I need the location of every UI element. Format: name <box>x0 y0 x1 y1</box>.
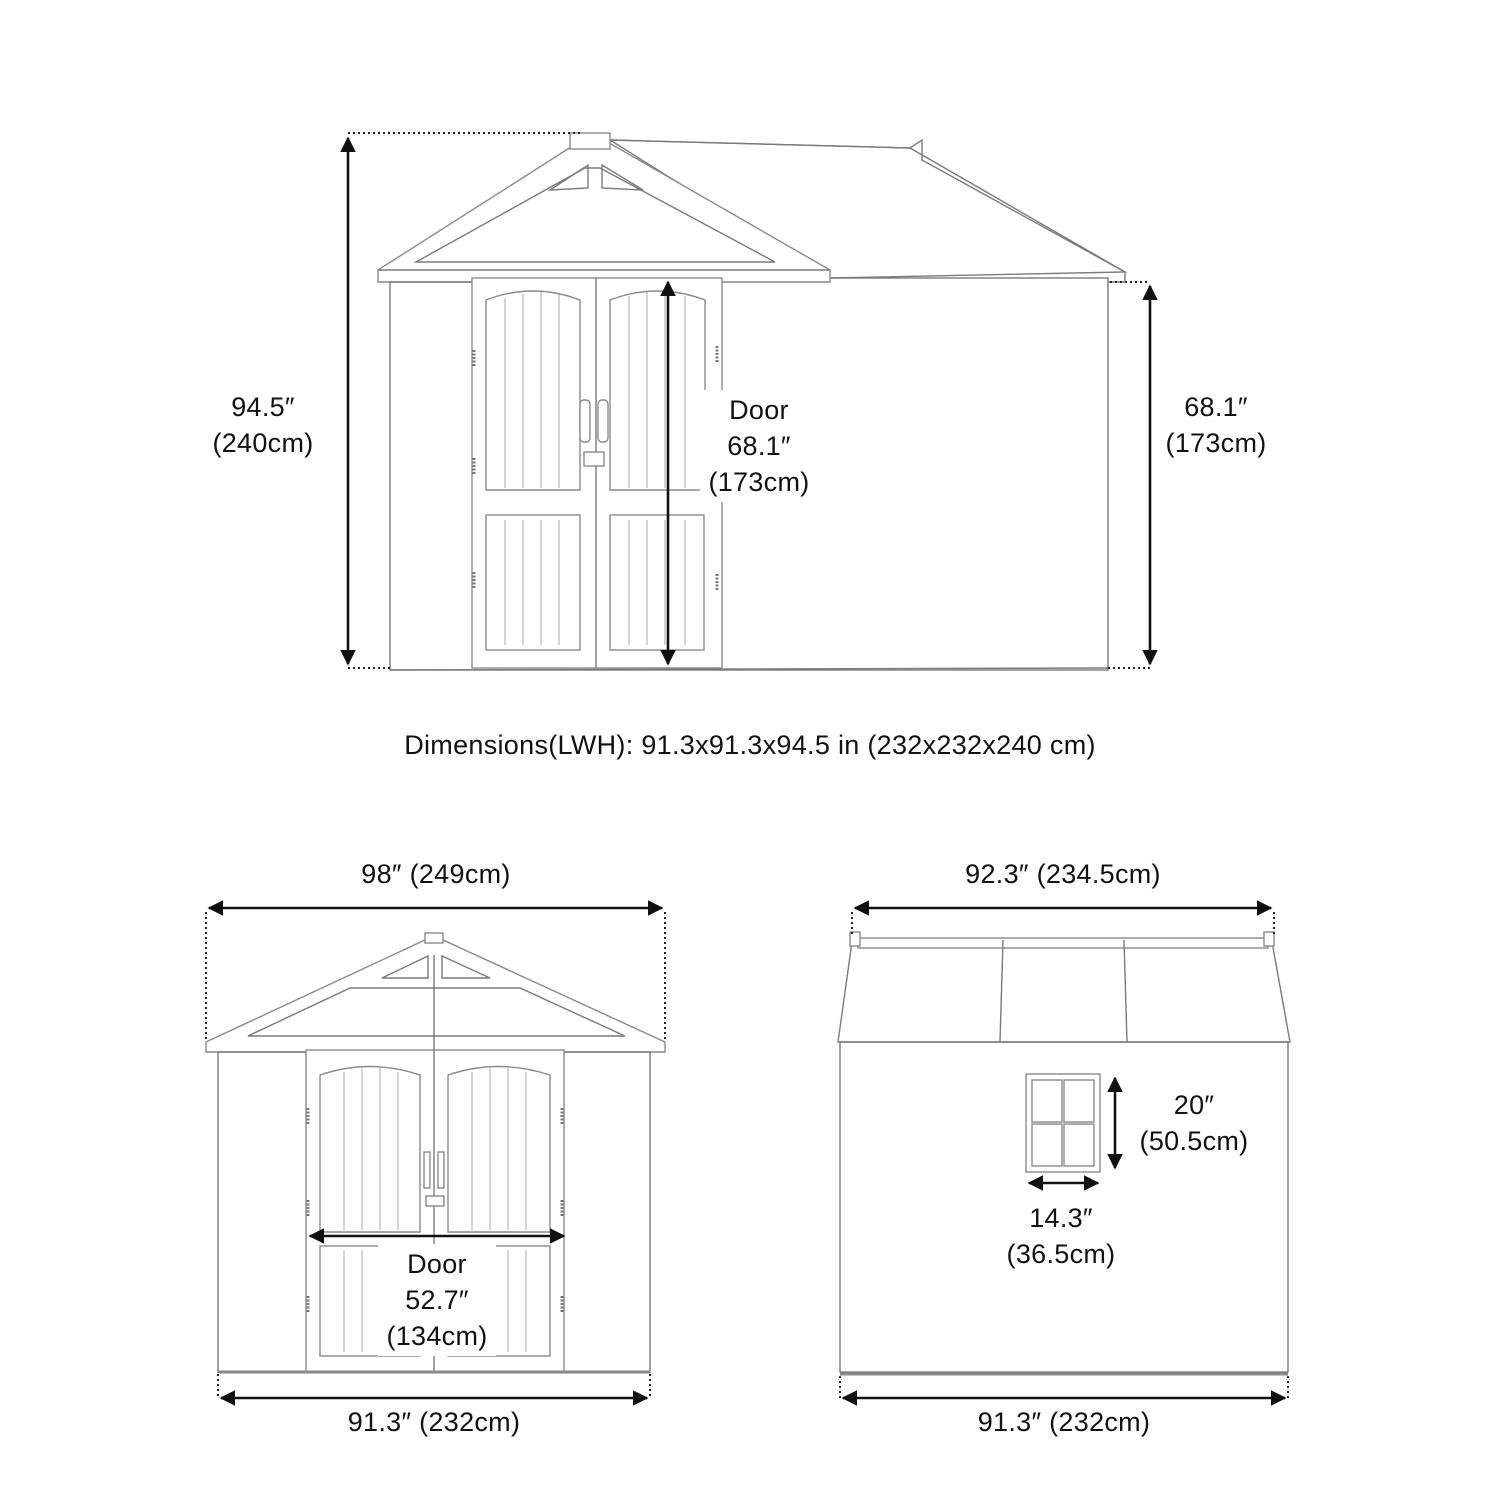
window-height-label <box>1125 1085 1263 1161</box>
window-height-inches: 20″ <box>1173 1090 1215 1120</box>
front-door-width-cm: (134cm) <box>386 1321 488 1351</box>
door-height-cm: (173cm) <box>708 467 810 497</box>
side-base-width-label: 91.3″ (232cm) <box>977 1407 1151 1437</box>
window-height-cm: (50.5cm) <box>1139 1126 1249 1156</box>
door-height-inches: 68.1″ <box>727 431 791 461</box>
door-height-label <box>700 390 818 502</box>
dimensions-caption: Dimensions(LWH): 91.3x91.3x94.5 in (232x232x240 cm) <box>404 730 1096 760</box>
window-width-inches: 14.3″ <box>1029 1203 1093 1233</box>
front-roof-width-label: 98″ (249cm) <box>361 859 511 889</box>
front-door-width-title: Door <box>407 1249 467 1279</box>
wall-height-inches: 68.1″ <box>1184 392 1248 422</box>
side-roof-width-label: 92.3″ (234.5cm) <box>965 859 1161 889</box>
door-handle-left <box>580 400 590 442</box>
window-width-cm: (36.5cm) <box>1006 1239 1116 1269</box>
wall-height-cm: (173cm) <box>1165 428 1267 458</box>
front-base-width-label: 91.3″ (232cm) <box>347 1407 521 1437</box>
door-height-title: Door <box>729 395 789 425</box>
side-window <box>1026 1074 1100 1172</box>
front-door-width-label <box>378 1244 496 1356</box>
front-gable <box>378 140 830 282</box>
overall-height-cm: (240cm) <box>212 428 314 458</box>
overall-height-inches: 94.5″ <box>231 392 295 422</box>
window-width-label <box>990 1198 1132 1276</box>
wall-height-label <box>1152 389 1280 461</box>
front-door-width-inches: 52.7″ <box>405 1285 469 1315</box>
door-latch <box>584 452 604 466</box>
front-double-door <box>472 278 722 668</box>
door-handle-right <box>598 400 608 442</box>
overall-height-label <box>196 389 330 461</box>
